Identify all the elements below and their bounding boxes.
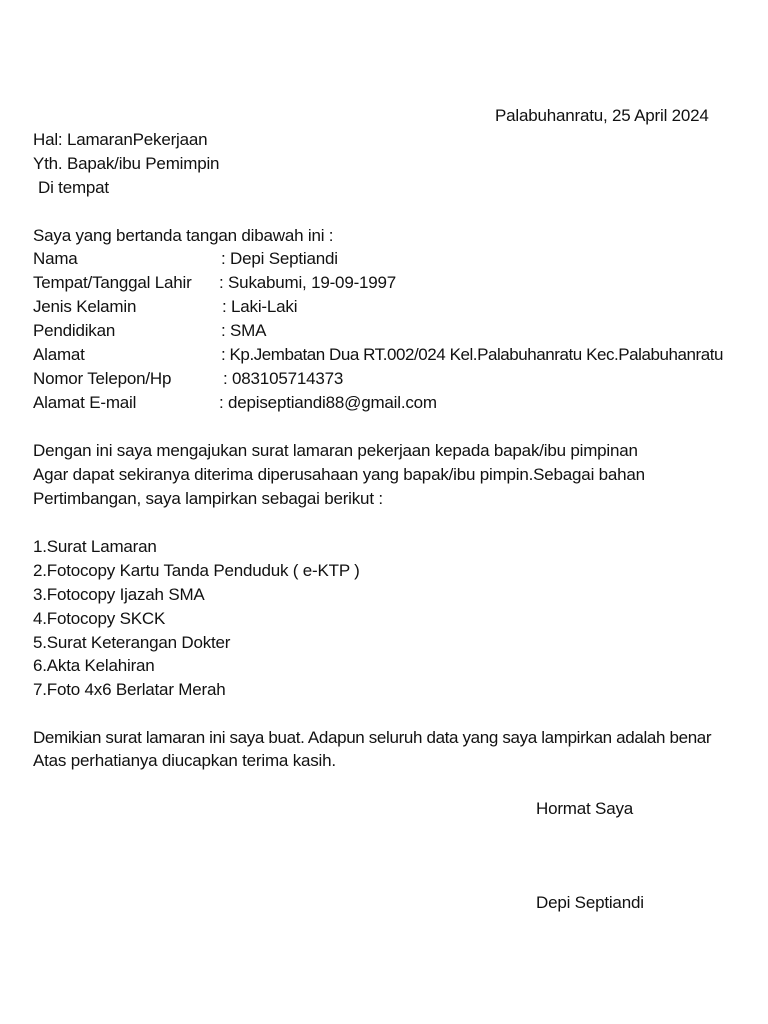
attachment-item: 4.Fotocopy SKCK xyxy=(33,609,166,628)
regards-line: Hormat Saya xyxy=(536,799,634,818)
place-line: Di tempat xyxy=(38,178,109,197)
email-value: : depiseptiandi88@gmail.com xyxy=(219,393,437,412)
attachment-item: 5.Surat Keterangan Dokter xyxy=(33,633,231,652)
intro-line: Saya yang bertanda tangan dibawah ini : xyxy=(33,226,334,245)
attachment-item: 6.Akta Kelahiran xyxy=(33,656,155,675)
paragraph-line: Agar dapat sekiranya diterima diperusahaan yang bapak/ibu pimpin.Sebagai bahan xyxy=(33,465,645,484)
birth-label: Tempat/Tanggal Lahir xyxy=(33,273,192,292)
phone-value: : 083105714373 xyxy=(223,369,344,388)
phone-label: Nomor Telepon/Hp xyxy=(33,369,172,388)
attachment-item: 7.Foto 4x6 Berlatar Merah xyxy=(33,680,226,699)
name-label: Nama xyxy=(33,249,78,268)
attachment-item: 2.Fotocopy Kartu Tanda Penduduk ( e-KTP ) xyxy=(33,561,360,580)
signature-name: Depi Septiandi xyxy=(536,893,644,912)
attachment-item: 3.Fotocopy Ijazah SMA xyxy=(33,585,205,604)
address-label: Alamat xyxy=(33,345,85,364)
subject-line: Hal: LamaranPekerjaan xyxy=(33,130,208,149)
date-line: Palabuhanratu, 25 April 2024 xyxy=(495,106,709,125)
recipient-line: Yth. Bapak/ibu Pemimpin xyxy=(33,154,220,173)
education-label: Pendidikan xyxy=(33,321,116,340)
paragraph-line: Pertimbangan, saya lampirkan sebagai berikut : xyxy=(33,489,383,508)
paragraph-line: Dengan ini saya mengajukan surat lamaran pekerjaan kepada bapak/ibu pimpinan xyxy=(33,441,638,460)
closing-line: Demikian surat lamaran ini saya buat. Adapun seluruh data yang saya lampirkan adalah benar xyxy=(33,728,712,747)
gender-label: Jenis Kelamin xyxy=(33,297,137,316)
gender-value: : Laki-Laki xyxy=(222,297,298,316)
attachment-item: 1.Surat Lamaran xyxy=(33,537,157,556)
email-label: Alamat E-mail xyxy=(33,393,137,412)
address-value: : Kp.Jembatan Dua RT.002/024 Kel.Palabuhanratu Kec.Palabuhanratu xyxy=(221,345,724,364)
closing-line: Atas perhatianya diucapkan terima kasih. xyxy=(33,751,336,770)
birth-value: : Sukabumi, 19-09-1997 xyxy=(219,273,397,292)
name-value: : Depi Septiandi xyxy=(221,249,338,268)
education-value: : SMA xyxy=(221,321,267,340)
